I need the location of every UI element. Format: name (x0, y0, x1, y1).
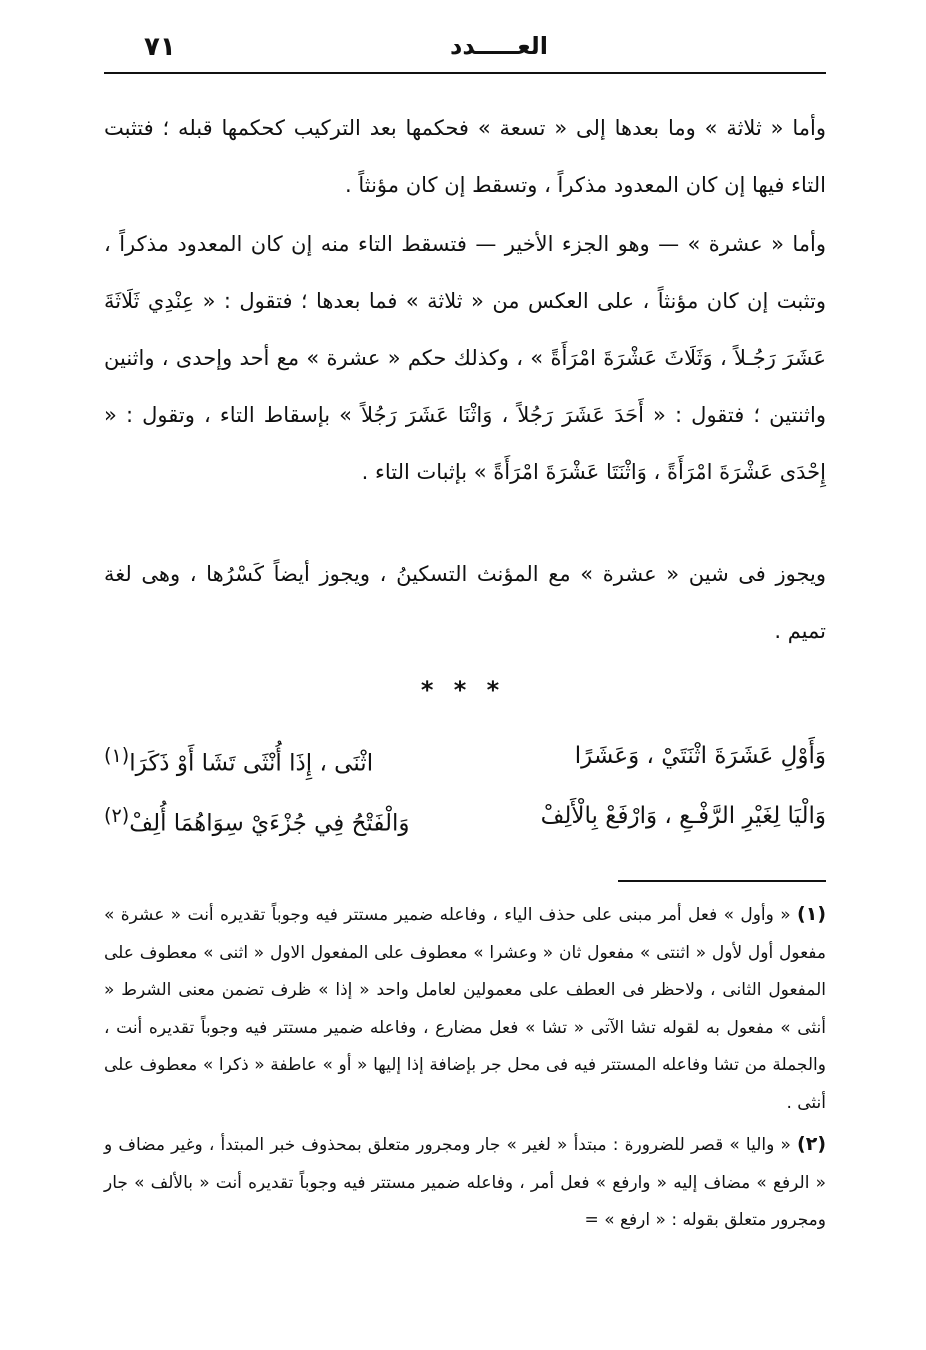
verse-line-1 (104, 736, 826, 776)
footnote-2 (104, 1126, 826, 1240)
footnote-1 (104, 896, 826, 1122)
footnote-1-number: (١) (797, 903, 826, 925)
verse-1-note-ref: (١) (104, 744, 130, 767)
running-title: العـــــدد (450, 32, 548, 60)
header-rule (104, 72, 826, 74)
body-paragraph-2: وأما « عشرة » — وهو الجزء الأخير — فتسقط التاء منه إن كان المعدود مذكراً ، وتثبت إن كان مؤنثاً ، على العكس من « ثلاثة » فما بعدها ؛ فتقول : « عِنْدِي ثَلَاثَةَ عَشَرَ رَجُـلاً ، وَثَلَاثَ عَشْرَةَ امْرَأَةً » ، وكذلك حكم « عشرة » مع أحد وإحدى ، واثنين واثنتين ؛ فتقول : « أَحَدَ عَشَرَ رَجُلاً ، وَاثْنَا عَشَرَ رَجُلاً » بإسقاط التاء ، وتقول : « إِحْدَى عَشْرَةَ امْرَأَةً ، وَاثْنَتَا عَشْرَةَ امْرَأَةً » بإثبات التاء . (104, 232, 826, 484)
footnote-2-number: (٢) (797, 1133, 826, 1155)
verse-1-first-hemistich: وَأَوْلِ عَشَرَةَ اثْنَتَيْ ، وَعَشَرًا (574, 743, 826, 769)
body-paragraph-3: ويجوز فى شين « عشرة » مع المؤنث التسكينُ ، ويجوز أيضاً كَسْرُها ، وهى لغة تميم . (104, 562, 826, 643)
verse-2-second-text: وَالْفَتْحُ فِي جُزْءَيْ سِوَاهُمَا أُلِفْ (129, 810, 410, 837)
section-separator: * * * (420, 676, 506, 704)
verse-1-second-text: اثْنَى ، إِذَا أُنْثَى تَشَا أَوْ ذَكَرَا (129, 750, 374, 777)
verse-2-first-hemistich: وَالْيَا لِغَيْرِ الرَّفْـعِ ، وَارْفَعْ بِالْأَلِفْ (540, 803, 826, 829)
footnote-1-text: « وأول » فعل أمر مبنى على حذف الياء ، وفاعله ضمير مستتر فيه وجوباً تقديره أنت « عشرة » مفعول أول لأول « اثنتى » مفعول ثان « وعشرا » معطوف على المفعول الاول « اثنى » معطوف على المفعول الثانى ، ولاحظر فى العطف على معمولين لعامل واحد « إذا » ظرف تضمن معنى الشرط « أنثى » مفعول به لقوله تشا الآتى « تشا » فعل مضارع ، وفاعله ضمير مستتر فيه وجوباً تقديره أنت ، والجملة من تشا وفاعله المستتر فيه فى محل جر بإضافة إذا إليها « أو » عاطفة « ذكرا » معطوف على أنثى . (104, 905, 826, 1113)
footnotes (104, 896, 826, 1244)
page-header (104, 28, 826, 72)
verse-1-second-hemistich (104, 736, 373, 784)
footnote-2-text: « واليا » قصر للضرورة : مبتدأ « لغير » جار ومجرور متعلق بمحذوف خبر المبتدأ ، وغير مضاف و « الرفع » مضاف إليه « وارفع » فعل أمر ، وفاعله ضمير مستتر فيه وجوباً تقديره أنت « بالألف » جار ومجرور متعلق بقوله : « ارفع » = (104, 1135, 826, 1230)
page-number: ٧١ (144, 32, 176, 62)
verse-line-2 (104, 796, 826, 836)
verse-2-second-hemistich (104, 796, 410, 844)
verse-2-note-ref: (٢) (104, 804, 130, 827)
footnote-rule (618, 880, 826, 882)
body-paragraph-1: وأما « ثلاثة » وما بعدها إلى « تسعة » فحكمها بعد التركيب كحكمها قبله ؛ فتثبت التاء فيها إن كان المعدود مذكراً ، وتسقط إن كان مؤنثاً . (104, 116, 826, 197)
